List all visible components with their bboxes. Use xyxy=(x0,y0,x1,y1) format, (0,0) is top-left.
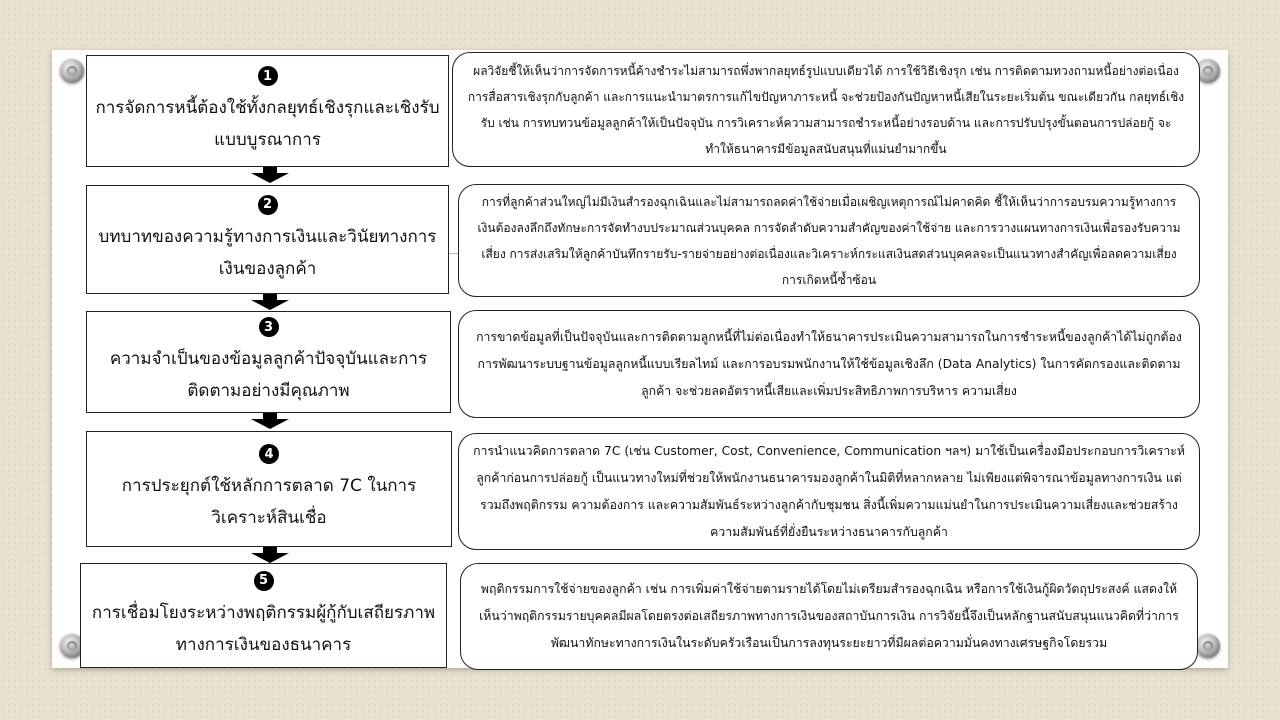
pushpin-icon xyxy=(60,59,84,83)
finding-description: การขาดข้อมูลที่เป็นปัจจุบันและการติดตามลูกหนี้ที่ไม่ต่อเนื่องทำให้ธนาคารประเมินความสามารถในการชำระหนี้ของลูกค้าได้ไม่ถูกต้อง การพัฒนาระบบฐานข้อมูลลูกหนี้แบบเรียลไทม์ และการอบรมพนักงานให้ใช้ข้อมูลเชิงลึก (Data Analytics) ในการคัดกรองและติดตามลูกค้า จะช่วยลดอัตราหนี้เสียและเพิ่มประสิทธิภาพการบริหาร ความเสี่ยง xyxy=(476,329,1182,398)
down-arrow-icon xyxy=(251,173,289,183)
finding-title: ความจำเป็นของข้อมูลลูกค้าปัจจุบันและการติดตามอย่างมีคุณภาพ xyxy=(109,349,428,401)
finding-description: ผลวิจัยชี้ให้เห็นว่าการจัดการหนี้ค้างชำระไม่สามารถพึ่งพากลยุทธ์รูปแบบเดียวได้ การใช้วิธีเชิงรุก เช่น การติดตามทวงถามหนี้อย่างต่อเนื่อง การสื่อสารเชิงรุกกับลูกค้า และการแนะนำมาตรการแก้ไขปัญหาภาระหนี้ จะช่วยป้องกันปัญหาหนี้เสียในระยะเริ่มต้น ขณะเดียวกัน กลยุทธ์เชิงรับ เช่น การทบทวนข้อมูลลูกค้าให้เป็นปัจจุบัน การวิเคราะห์ความสามารถชำระหนี้อย่างรอบด้าน และการปรับปรุงขั้นตอนการปล่อยกู้ จะทำให้ธนาคารมีข้อมูลสนับสนุนที่แม่นยำมากขึ้น xyxy=(467,63,1185,156)
number-badge: 1 xyxy=(258,66,278,86)
down-arrow-icon xyxy=(251,553,289,563)
finding-title-box xyxy=(86,185,449,294)
finding-description-box xyxy=(458,433,1200,550)
finding-title: การจัดการหนี้ต้องใช้ทั้งกลยุทธ์เชิงรุกและเชิงรับแบบบูรณาการ xyxy=(95,98,440,150)
finding-description-box xyxy=(458,184,1200,297)
finding-description-box xyxy=(458,310,1200,418)
finding-title: การเชื่อมโยงระหว่างพฤติกรรมผู้กู้กับเสถียรภาพทางการเงินของธนาคาร xyxy=(91,602,436,655)
down-arrow-icon xyxy=(251,300,289,310)
number-badge: 5 xyxy=(254,571,274,591)
down-arrow-icon xyxy=(251,419,289,429)
finding-description-box xyxy=(452,52,1200,167)
number-badge: 4 xyxy=(259,444,279,464)
finding-title-box xyxy=(86,311,451,413)
pushpin-icon xyxy=(1196,634,1220,658)
number-badge: 3 xyxy=(259,317,279,337)
finding-description: การนำแนวคิดการตลาด 7C (เช่น Customer, Cost, Convenience, Communication ฯลฯ) มาใช้เป็นเครื่องมือประกอบการวิเคราะห์ลูกค้าก่อนการปล่อยกู้ เป็นแนวทางใหม่ที่ช่วยให้พนักงานธนาคารมองลูกค้าในมิติที่หลากหลาย ไม่เพียงแต่พิจารณาข้อมูลทางการเงิน แต่รวมถึงพฤติกรรม ความต้องการ และความสัมพันธ์ระหว่างลูกค้ากับชุมชน สิ่งนี้เพิ่มความแม่นยำในการประเมินความเสี่ยงและช่วยสร้างความสัมพันธ์ที่ยั่งยืนระหว่างธนาคารกับลูกค้า xyxy=(473,443,1185,539)
finding-title: การประยุกต์ใช้หลักการตลาด 7C ในการวิเคราะห์สินเชื่อ xyxy=(121,476,417,528)
finding-title: บทบาทของความรู้ทางการเงินและวินัยทางการเงินของลูกค้า xyxy=(98,226,437,279)
finding-title-box xyxy=(86,431,452,547)
number-badge: 2 xyxy=(258,195,278,215)
finding-description: การที่ลูกค้าส่วนใหญ่ไม่มีเงินสำรองฉุกเฉินและไม่สามารถลดค่าใช้จ่ายเมื่อเผชิญเหตุการณ์ไม่คาดคิด ชี้ให้เห็นว่าการอบรมความรู้ทางการเงินต้องลงลึกถึงทักษะการจัดทำงบประมาณส่วนบุคคล การจัดลำดับความสำคัญของค่าใช้จ่าย และการวางแผนทางการเงินเพื่อรองรับความเสี่ยง การส่งเสริมให้ลูกค้าบันทึกรายรับ-รายจ่ายอย่างต่อเนื่องและวิเคราะห์กระแสเงินสดส่วนบุคคลจะเป็นแนวทางสำคัญเพื่อลดความเสี่ยงการเกิดหนี้ซ้ำซ้อน xyxy=(477,194,1181,287)
finding-description: พฤติกรรมการใช้จ่ายของลูกค้า เช่น การเพิ่มค่าใช้จ่ายตามรายได้โดยไม่เตรียมสำรองฉุกเฉิน หรือการใช้เงินกู้ผิดวัตถุประสงค์ แสดงให้เห็นว่าพฤติกรรมรายบุคคลมีผลโดยตรงต่อเสถียรภาพทางการเงินของสถาบันการเงิน การวิจัยนี้จึงเป็นหลักฐานสนับสนุนแนวคิดที่ว่าการพัฒนาทักษะทางการเงินในระดับครัวเรือนเป็นการลงทุนระยะยาวที่มีผลต่อความมั่นคงทางเศรษฐกิจโดยรวม xyxy=(479,582,1179,650)
finding-description-box xyxy=(460,563,1198,670)
finding-title-box xyxy=(80,563,447,668)
finding-title-box xyxy=(86,55,449,167)
